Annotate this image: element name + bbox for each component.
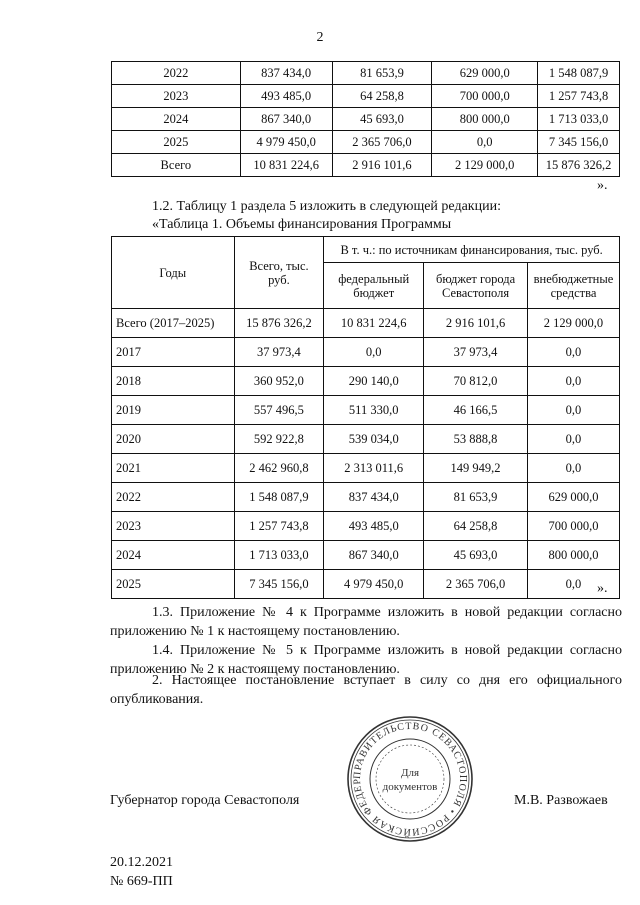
- table-cell: 2024: [112, 108, 241, 131]
- table-cell: 46 166,5: [424, 396, 528, 425]
- header-sources: В т. ч.: по источникам финансирования, тыс. руб.: [324, 237, 620, 263]
- table-cell: 2 365 706,0: [424, 570, 528, 599]
- table-cell: 2017: [112, 338, 235, 367]
- header-total: Всего, тыс. руб.: [234, 237, 324, 309]
- table-closing-quote: ».: [597, 178, 608, 193]
- table-cell: 64 258,8: [332, 85, 432, 108]
- seal-center-line2: документов: [382, 781, 438, 793]
- continuation-row: [112, 108, 620, 131]
- table-cell: 2025: [112, 131, 241, 154]
- funding-row: [112, 454, 620, 483]
- funding-row: [112, 512, 620, 541]
- table-cell: 629 000,0: [527, 483, 619, 512]
- table-cell: 2 916 101,6: [424, 309, 528, 338]
- funding-row: [112, 338, 620, 367]
- table-cell: 592 922,8: [234, 425, 324, 454]
- paragraph-1-3: 1.3. Приложение № 4 к Программе изложить в новой редакции согласно приложению № 1 к настоящему постановлению.: [110, 605, 622, 639]
- table-cell: 15 876 326,2: [538, 154, 620, 177]
- table-cell: 45 693,0: [332, 108, 432, 131]
- table-cell: 2024: [112, 541, 235, 570]
- table-cell: 2023: [112, 85, 241, 108]
- table-caption: «Таблица 1. Объемы финансирования Программы: [152, 217, 452, 232]
- continuation-row: [112, 85, 620, 108]
- table-cell: 0,0: [527, 396, 619, 425]
- table-cell: Всего (2017–2025): [112, 309, 235, 338]
- funding-row: [112, 367, 620, 396]
- table-closing-quote-2: ».: [597, 581, 608, 596]
- table-cell: 700 000,0: [432, 85, 538, 108]
- table-cell: 867 340,0: [240, 108, 332, 131]
- signatory-position: Губернатор города Севастополя: [110, 793, 300, 808]
- table-cell: 2025: [112, 570, 235, 599]
- table-cell: 2 129 000,0: [432, 154, 538, 177]
- table-cell: 4 979 450,0: [324, 570, 424, 599]
- funding-row: [112, 309, 620, 338]
- table-cell: 493 485,0: [324, 512, 424, 541]
- table-cell: 1 713 033,0: [234, 541, 324, 570]
- header-city: бюджет города Севастополя: [424, 263, 528, 309]
- table-cell: Всего: [112, 154, 241, 177]
- table-cell: 700 000,0: [527, 512, 619, 541]
- table-cell: 7 345 156,0: [538, 131, 620, 154]
- table-cell: 360 952,0: [234, 367, 324, 396]
- table-cell: 837 434,0: [240, 62, 332, 85]
- table-cell: 493 485,0: [240, 85, 332, 108]
- table-cell: 2020: [112, 425, 235, 454]
- section-1-2-text: 1.2. Таблицу 1 раздела 5 изложить в следующей редакции:: [152, 199, 501, 214]
- funding-row: [112, 570, 620, 599]
- paragraph-1-4: 1.4. Приложение № 5 к Программе изложить в новой редакции согласно приложению № 2 к настоящему постановлению.: [110, 643, 622, 677]
- table-cell: 70 812,0: [424, 367, 528, 396]
- funding-row: [112, 396, 620, 425]
- table-cell: 539 034,0: [324, 425, 424, 454]
- table-cell: 511 330,0: [324, 396, 424, 425]
- table-cell: 2019: [112, 396, 235, 425]
- table-cell: 800 000,0: [432, 108, 538, 131]
- table-cell: 1 713 033,0: [538, 108, 620, 131]
- table-cell: 2 365 706,0: [332, 131, 432, 154]
- table-cell: 149 949,2: [424, 454, 528, 483]
- funding-row: [112, 483, 620, 512]
- table-cell: 1 548 087,9: [538, 62, 620, 85]
- funding-row: [112, 541, 620, 570]
- table-cell: 2 129 000,0: [527, 309, 619, 338]
- table-cell: 0,0: [527, 454, 619, 483]
- header-years: Годы: [112, 237, 235, 309]
- table-cell: 1 257 743,8: [538, 85, 620, 108]
- seal-center-line1: Для: [400, 767, 420, 779]
- continuation-row: [112, 154, 620, 177]
- table-cell: 1 548 087,9: [234, 483, 324, 512]
- table-cell: 15 876 326,2: [234, 309, 324, 338]
- table-cell: 0,0: [527, 367, 619, 396]
- seal-graphic: [345, 714, 475, 844]
- page-number: 2: [316, 30, 324, 45]
- table-cell: 2 462 960,8: [234, 454, 324, 483]
- table-cell: 0,0: [527, 338, 619, 367]
- table-cell: 45 693,0: [424, 541, 528, 570]
- table-cell: 800 000,0: [527, 541, 619, 570]
- table-cell: 10 831 224,6: [240, 154, 332, 177]
- seal-ring-text: ПРАВИТЕЛЬСТВО СЕВАСТОПОЛЯ • РОССИЙСКАЯ ФЕДЕР: [351, 720, 469, 838]
- table-cell: 2018: [112, 367, 235, 396]
- table-cell: 0,0: [527, 570, 619, 599]
- table-cell: 81 653,9: [424, 483, 528, 512]
- continuation-table: [111, 61, 620, 177]
- table-cell: 557 496,5: [234, 396, 324, 425]
- table-cell: 290 140,0: [324, 367, 424, 396]
- table-cell: 4 979 450,0: [240, 131, 332, 154]
- table-cell: 2022: [112, 483, 235, 512]
- table-cell: 867 340,0: [324, 541, 424, 570]
- continuation-row: [112, 131, 620, 154]
- table-cell: 2022: [112, 62, 241, 85]
- table-cell: 64 258,8: [424, 512, 528, 541]
- paragraph-2: 2. Настоящее постановление вступает в силу со дня его официального опубликования.: [110, 673, 622, 707]
- table-cell: 37 973,4: [234, 338, 324, 367]
- table-cell: 837 434,0: [324, 483, 424, 512]
- table-cell: 10 831 224,6: [324, 309, 424, 338]
- table-cell: 37 973,4: [424, 338, 528, 367]
- table-cell: 2 313 011,6: [324, 454, 424, 483]
- table-cell: 53 888,8: [424, 425, 528, 454]
- table-cell: 0,0: [432, 131, 538, 154]
- header-federal: федеральный бюджет: [324, 263, 424, 309]
- official-seal: [345, 714, 475, 844]
- table-cell: 81 653,9: [332, 62, 432, 85]
- header-extra: внебюджетные средства: [527, 263, 619, 309]
- funding-row: [112, 425, 620, 454]
- table-cell: 7 345 156,0: [234, 570, 324, 599]
- table-cell: 0,0: [324, 338, 424, 367]
- table-cell: 629 000,0: [432, 62, 538, 85]
- table-cell: 2 916 101,6: [332, 154, 432, 177]
- table-cell: 2021: [112, 454, 235, 483]
- signatory-name: М.В. Развожаев: [514, 793, 608, 808]
- table-cell: 2023: [112, 512, 235, 541]
- table-cell: 1 257 743,8: [234, 512, 324, 541]
- table-cell: 0,0: [527, 425, 619, 454]
- document-number: № 669-ПП: [110, 874, 173, 889]
- document-date: 20.12.2021: [110, 855, 173, 870]
- continuation-row: [112, 62, 620, 85]
- funding-table: [111, 236, 620, 599]
